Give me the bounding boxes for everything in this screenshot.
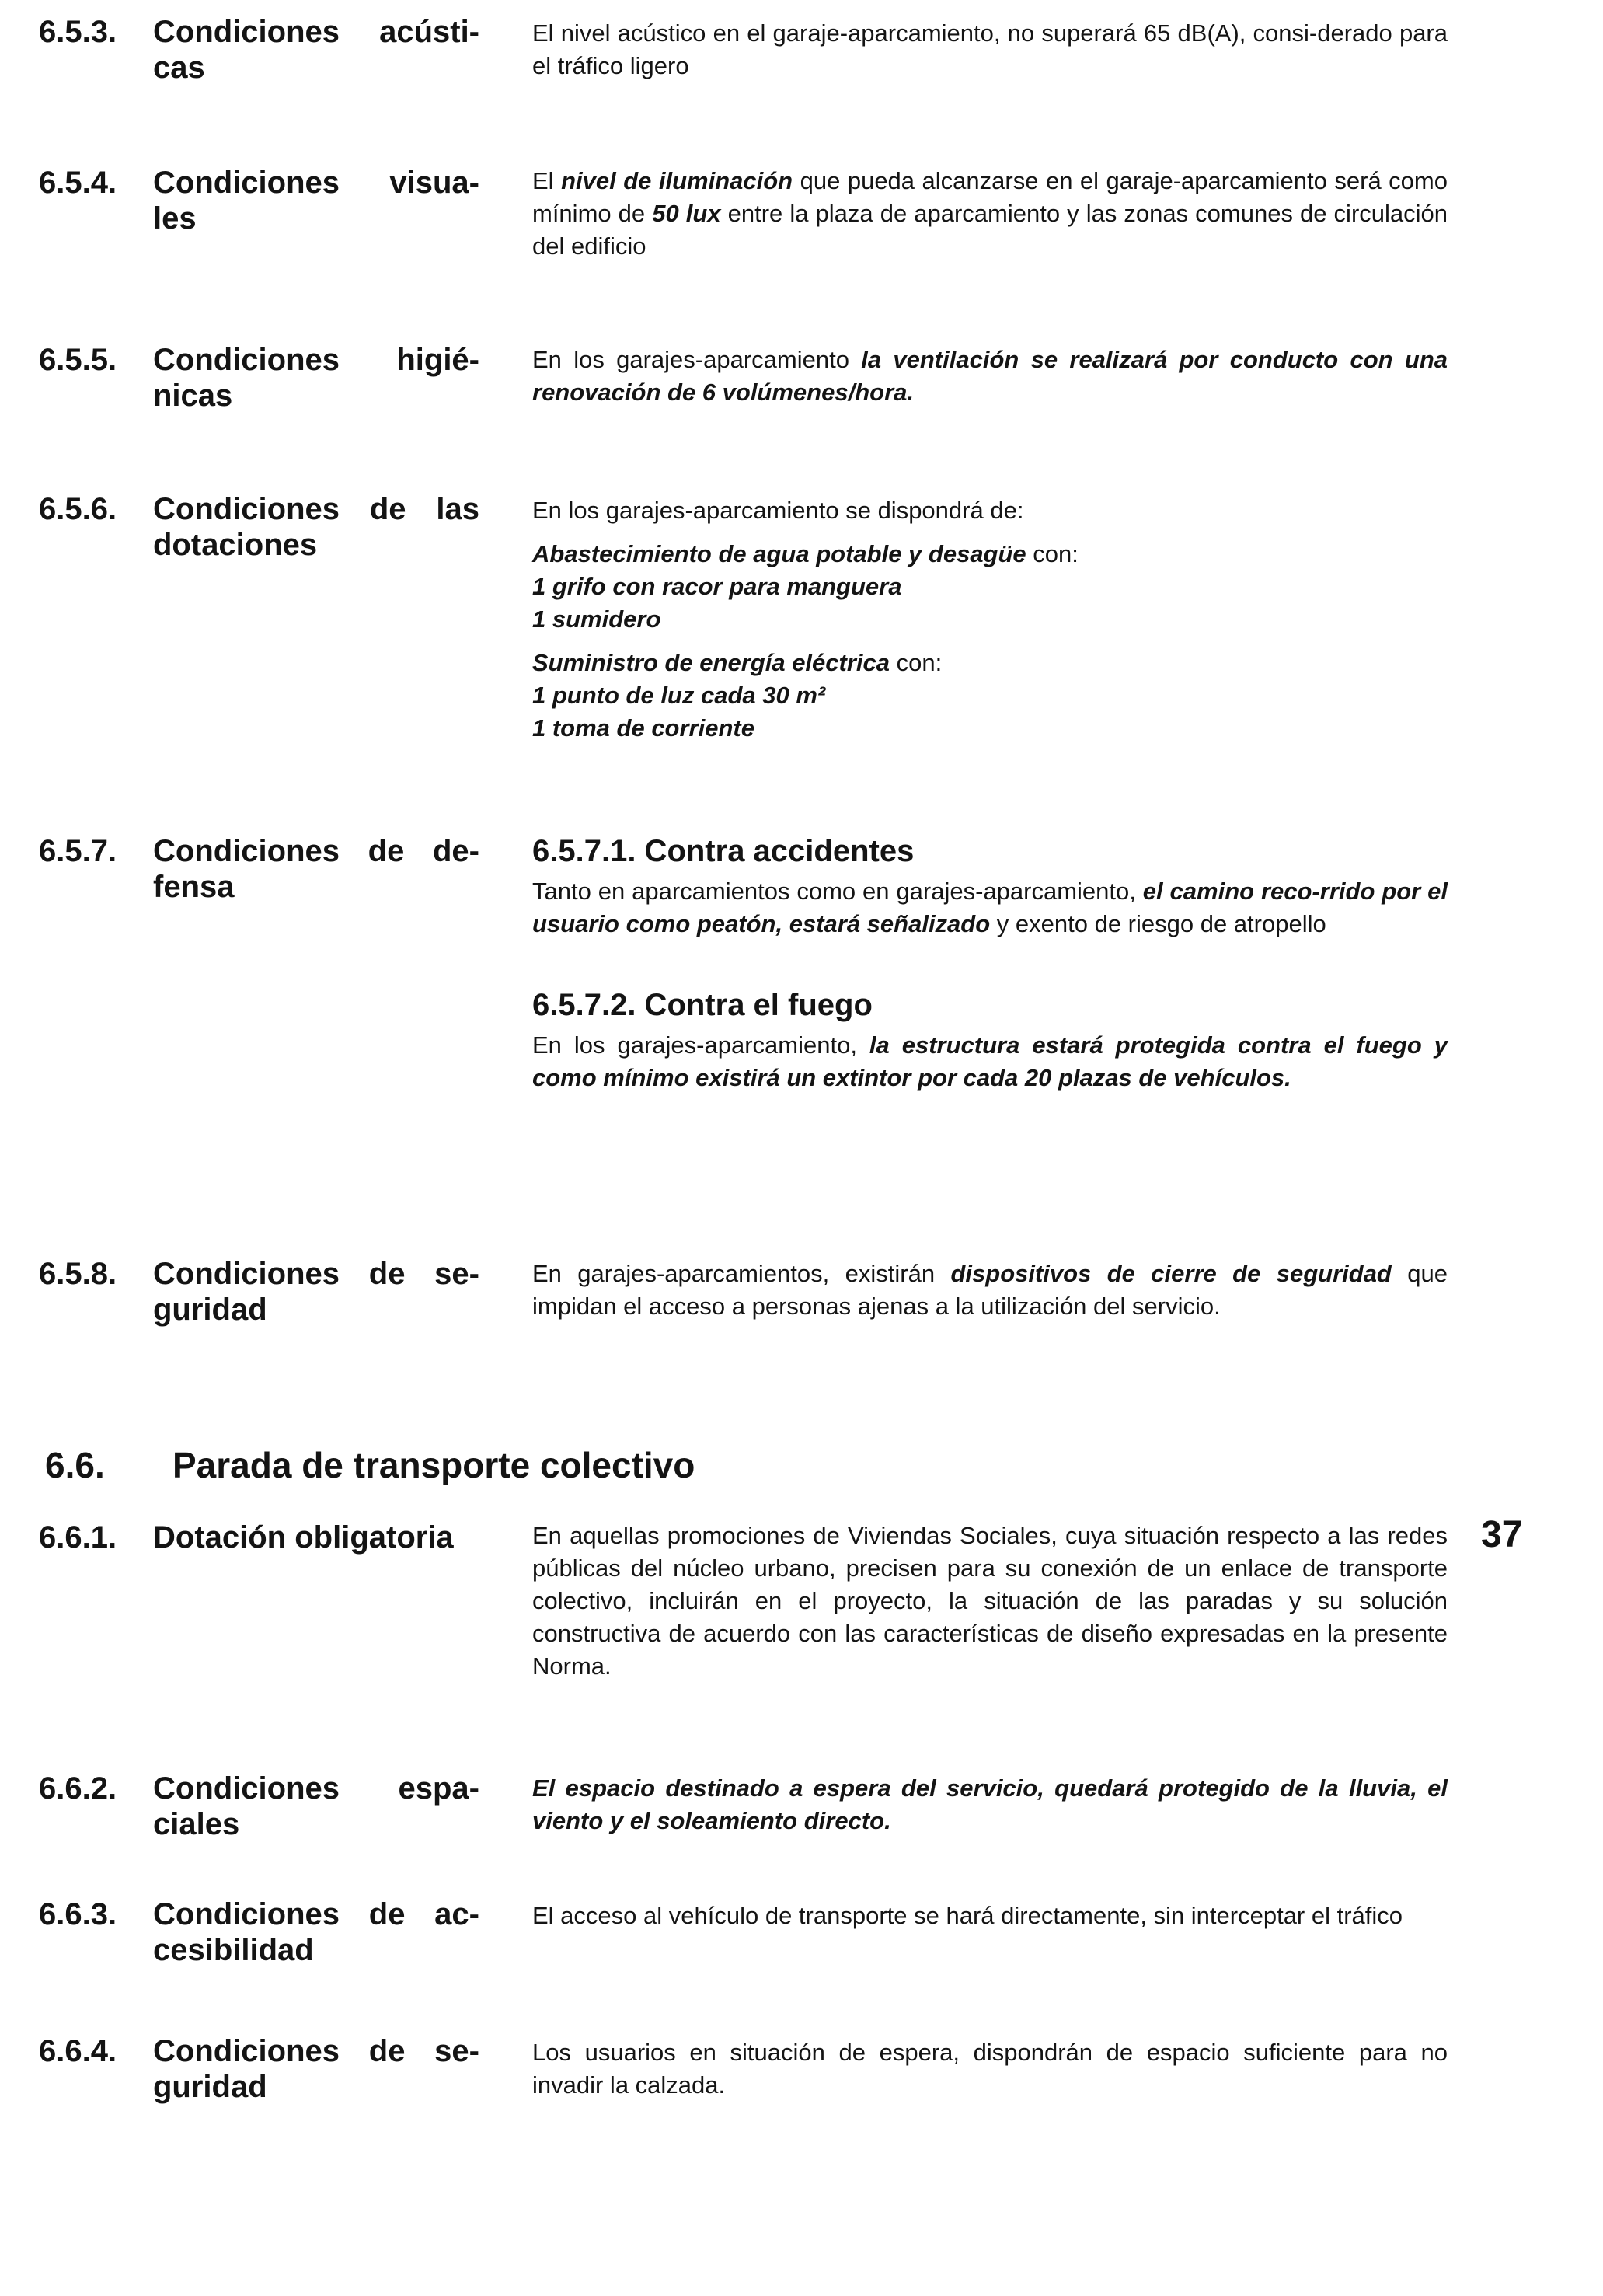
entry-number: 6.5.5. <box>39 343 117 377</box>
entry-heading-line: Condiciones higié- <box>153 343 479 377</box>
entry-body <box>532 1258 1448 1323</box>
entry-number: 6.5.6. <box>39 492 117 526</box>
text-run-emphasis: 1 punto de luz cada 30 m² <box>532 682 826 709</box>
entry-heading-line: les <box>153 201 197 236</box>
text-run-emphasis: la estructura estará protegida contra el fuego y como mínimo existirá un extintor por cada 20 plazas de vehículos. <box>532 1031 1448 1091</box>
page-number: 37 <box>1481 1514 1523 1555</box>
paragraph <box>532 165 1448 263</box>
text-run-emphasis: la ventilación se realizará por conducto con una renovación de 6 volúmenes/hora. <box>532 346 1448 406</box>
paragraph <box>532 2036 1448 2102</box>
paragraph <box>532 647 1448 679</box>
subsection-title: 6.5.7.1. Contra accidentes <box>532 834 915 868</box>
entry-body <box>532 1900 1448 1932</box>
paragraph <box>532 1520 1448 1683</box>
entry-number: 6.6.2. <box>39 1771 117 1806</box>
entry-heading-line: guridad <box>153 2070 267 2104</box>
entry-number: 6.6.3. <box>39 1897 117 1931</box>
entry-heading-line: Condiciones visua- <box>153 166 479 200</box>
text-run-emphasis: dispositivos de cierre de seguridad <box>950 1260 1392 1287</box>
entry-heading <box>153 1520 479 1555</box>
entry-heading-line: dotaciones <box>153 528 318 562</box>
entry-heading-line: Condiciones espa- <box>153 1771 479 1806</box>
entry-heading-line: ciales <box>153 1807 240 1841</box>
text-run: En los garajes-aparcamiento se dispondrá de: <box>532 497 1024 524</box>
text-run: Tanto en aparcamientos como en garajes-aparcamiento, <box>532 878 1143 905</box>
text-run-emphasis: El espacio destinado a espera del servicio, quedará protegido de la lluvia, el viento y el soleamiento directo. <box>532 1774 1448 1834</box>
subsection-contra-accidentes <box>532 832 1448 940</box>
entry-number: 6.5.3. <box>39 15 117 49</box>
entry-body <box>532 17 1448 82</box>
entry-number: 6.6.4. <box>39 2034 117 2068</box>
entry-body <box>532 494 1448 745</box>
subsection-contra-el-fuego <box>532 986 1448 1094</box>
paragraph <box>532 344 1448 409</box>
paragraph <box>532 875 1448 940</box>
text-run: con: <box>1026 540 1079 567</box>
entry-number: 6.6.1. <box>39 1520 117 1555</box>
entry-body <box>532 2036 1448 2102</box>
paragraph <box>532 679 1448 712</box>
text-run: que pueda alcanzarse en el garaje-aparcamiento será como mínimo de <box>532 167 1448 227</box>
entry-heading <box>153 1256 479 1328</box>
entry-heading-line: Condiciones de ac- <box>153 1897 479 1931</box>
section-number: 6.6. <box>45 1445 105 1485</box>
section-title: Parada de transporte colectivo <box>172 1445 695 1485</box>
paragraph <box>532 1258 1448 1323</box>
text-run: Los usuarios en situación de espera, dispondrán de espacio suficiente para no invadir la calzada. <box>532 2039 1448 2099</box>
entry-heading <box>153 1896 479 1968</box>
text-run: En los garajes-aparcamiento <box>532 346 862 373</box>
paragraph <box>532 1029 1448 1094</box>
entry-heading-line: Condiciones de las <box>153 492 479 526</box>
text-run: entre la plaza de aparcamiento y las zonas comunes de circulación del edificio <box>532 200 1448 260</box>
entry-heading <box>153 2033 479 2105</box>
text-run: En los garajes-aparcamiento, <box>532 1031 869 1059</box>
text-run-emphasis: 1 grifo con racor para manguera <box>532 573 902 600</box>
entry-body <box>532 165 1448 263</box>
text-run: El acceso al vehículo de transporte se hará directamente, sin interceptar el tráfico <box>532 1902 1403 1929</box>
entry-heading <box>153 342 479 413</box>
text-run: que impidan el acceso a personas ajenas a la utilización del servicio. <box>532 1260 1448 1320</box>
text-run-emphasis: 1 toma de corriente <box>532 714 754 741</box>
entry-body <box>532 344 1448 409</box>
text-run-emphasis: Abastecimiento de agua potable y desagüe <box>532 540 1026 567</box>
entry-heading-line: Dotación obligatoria <box>153 1520 454 1555</box>
text-run-emphasis: Suministro de energía eléctrica <box>532 649 890 676</box>
entry-heading-line: fensa <box>153 870 235 904</box>
entry-body <box>532 1520 1448 1683</box>
paragraph <box>532 17 1448 82</box>
entry-body <box>532 1772 1448 1837</box>
entry-heading <box>153 1771 479 1842</box>
entry-heading <box>153 833 479 905</box>
text-run-emphasis: 50 lux <box>652 200 721 227</box>
entry-number: 6.5.4. <box>39 166 117 200</box>
subsection-title: 6.5.7.2. Contra el fuego <box>532 988 873 1022</box>
paragraph <box>532 571 1448 603</box>
paragraph <box>532 1772 1448 1837</box>
text-run-emphasis: el camino reco-rrido por el usuario como peatón, estará señalizado <box>532 878 1448 937</box>
text-run-emphasis: nivel de iluminación <box>561 167 793 194</box>
entry-number: 6.5.8. <box>39 1257 117 1291</box>
entry-heading <box>153 491 479 563</box>
entry-heading-line: cesibilidad <box>153 1933 314 1967</box>
entry-heading-line: nicas <box>153 379 233 413</box>
entry-heading-line: Condiciones de se- <box>153 1257 479 1291</box>
entry-heading-line: guridad <box>153 1293 267 1327</box>
text-run: El nivel acústico en el garaje-aparcamiento, no superará 65 dB(A), consi-derado para el tráfico ligero <box>532 19 1448 79</box>
paragraph <box>532 1900 1448 1932</box>
entry-heading <box>153 165 479 236</box>
text-run: con: <box>890 649 943 676</box>
entry-body <box>532 832 1448 1094</box>
entry-heading-line: Condiciones acústi- <box>153 15 479 49</box>
text-run-emphasis: 1 sumidero <box>532 605 661 633</box>
entry-number: 6.5.7. <box>39 834 117 868</box>
text-run: El <box>532 167 562 194</box>
entry-heading-line: cas <box>153 51 205 85</box>
paragraph <box>532 494 1448 527</box>
paragraph <box>532 538 1448 571</box>
entry-heading <box>153 14 479 85</box>
text-run: En garajes-aparcamientos, existirán <box>532 1260 951 1287</box>
text-run: y exento de riesgo de atropello <box>990 910 1326 937</box>
paragraph <box>532 603 1448 636</box>
paragraph <box>532 712 1448 745</box>
entry-heading-line: Condiciones de se- <box>153 2034 479 2068</box>
entry-heading-line: Condiciones de de- <box>153 834 479 868</box>
text-run: En aquellas promociones de Viviendas Sociales, cuya situación respecto a las redes públicas del núcleo urbano, precisen para su conexión de un enlace de transporte colectivo, incluirán en el proyecto, la situación de las paradas y su solución constructiva de acuerdo con las características de diseño expresadas en la presente Norma. <box>532 1522 1448 1680</box>
